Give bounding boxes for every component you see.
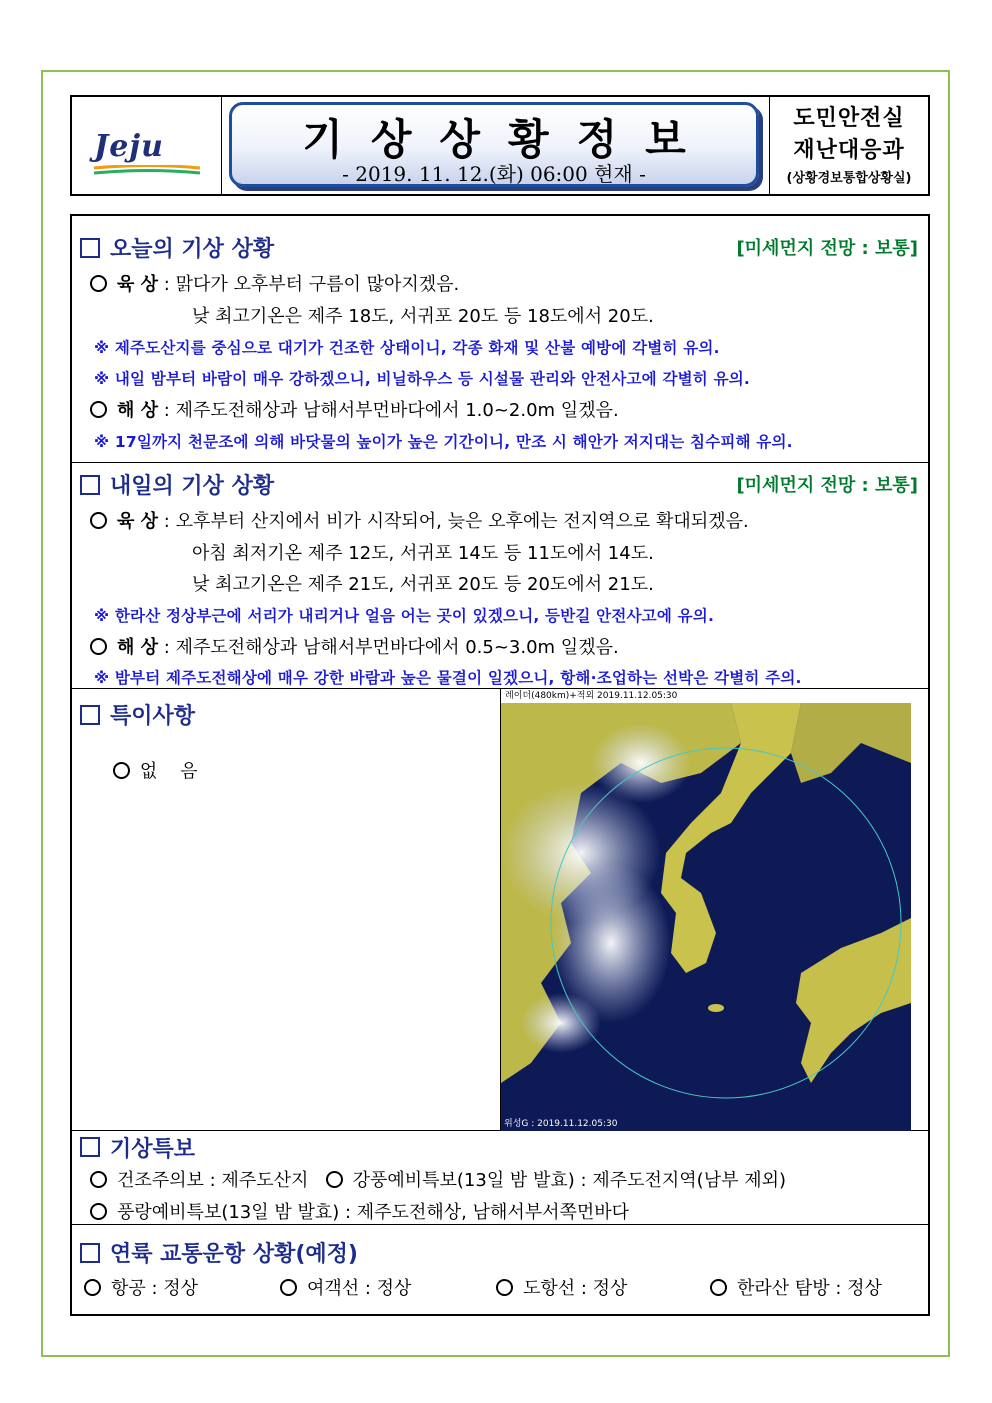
- label-sea: 해 상: [117, 637, 159, 658]
- logo-swoosh-icon: [92, 165, 202, 175]
- today-sea-text: : 제주도전해상과 남해서부먼바다에서 1.0~2.0m 일겠음.: [163, 400, 619, 421]
- special-item-row: [90, 736, 198, 804]
- special-item-text: 없 음: [139, 761, 198, 782]
- checkbox-icon: [80, 705, 100, 725]
- circle-bullet-icon: [90, 275, 107, 292]
- traffic-air-text: 항공 : 정상: [111, 1278, 199, 1299]
- today-sea-row: [90, 396, 619, 422]
- today-note-1: ※ 제주도산지를 중심으로 대기가 건조한 상태이니, 각종 화재 및 산불 예방에 각별히 유의.: [94, 339, 720, 357]
- today-land-text: : 맑다가 오후부터 구름이 많아지겠음.: [163, 274, 460, 295]
- circle-bullet-icon: [84, 1279, 101, 1296]
- checkbox-icon: [80, 238, 100, 258]
- section-title-text: 특이사항: [110, 704, 196, 729]
- section-title-tomorrow: [80, 469, 274, 500]
- circle-bullet-icon: [90, 1203, 107, 1220]
- section-title-text: 내일의 기상 상황: [110, 474, 275, 499]
- circle-bullet-icon: [710, 1279, 727, 1296]
- traffic-island: [496, 1274, 627, 1300]
- tomorrow-land-line-3: 낮 최고기온은 제주 21도, 서귀포 20도 등 20도에서 21도.: [192, 574, 654, 595]
- tomorrow-sea-text: : 제주도전해상과 남해서부먼바다에서 0.5~3.0m 일겠음.: [163, 637, 619, 658]
- checkbox-icon: [80, 1137, 100, 1157]
- content-table: [70, 214, 930, 1316]
- jeju-logo: Jeju: [94, 129, 164, 164]
- checkbox-icon: [80, 1243, 100, 1263]
- tomorrow-land-row: [90, 507, 749, 533]
- circle-bullet-icon: [90, 638, 107, 655]
- department-cell: [769, 97, 928, 194]
- divider: [72, 462, 928, 463]
- warning-row-1: [90, 1166, 786, 1192]
- circle-bullet-icon: [280, 1279, 297, 1296]
- checkbox-icon: [80, 475, 100, 495]
- today-land-row: [90, 270, 459, 296]
- warning-row-2: [90, 1198, 629, 1224]
- satellite-radar-image: [501, 689, 911, 1131]
- dust-forecast-today: [미세먼지 전망 : 보통]: [736, 238, 918, 259]
- label-sea: 해 상: [117, 400, 159, 421]
- tomorrow-note-1: ※ 한라산 정상부근에 서리가 내리거나 얼음 어는 곳이 있겠으니, 등반길 안전사고에 유의.: [94, 607, 715, 625]
- section-title-warnings: [80, 1130, 195, 1164]
- dept-line-2: 재난대응과: [793, 138, 905, 163]
- label-land: 육 상: [117, 274, 159, 295]
- traffic-air: [84, 1274, 198, 1300]
- traffic-hallasan-text: 한라산 탐방 : 정상: [737, 1278, 882, 1299]
- dept-line-1: 도민안전실: [793, 106, 905, 131]
- warning-item-3: 풍랑예비특보(13일 밤 발효) : 제주도전해상, 남해서부서쪽먼바다: [117, 1202, 630, 1223]
- section-title-text: 기상특보: [110, 1136, 196, 1162]
- dust-forecast-tomorrow: [미세먼지 전망 : 보통]: [736, 475, 918, 496]
- tomorrow-sea-row: [90, 633, 619, 659]
- traffic-ferry-text: 여객선 : 정상: [307, 1278, 412, 1299]
- logo-cell: [72, 97, 222, 194]
- title-box: [229, 102, 759, 187]
- header: [70, 95, 930, 196]
- circle-bullet-icon: [90, 401, 107, 418]
- section-title-text: 오늘의 기상 상황: [110, 237, 275, 262]
- satellite-map-graphic: [501, 703, 911, 1131]
- warning-item-2: 강풍예비특보(13일 밤 발효) : 제주도전지역(남부 제외): [352, 1170, 786, 1191]
- section-title-text: 연륙 교통운항 상황(예정): [110, 1242, 358, 1267]
- tomorrow-land-line-2: 아침 최저기온 제주 12도, 서귀포 14도 등 11도에서 14도.: [192, 543, 654, 564]
- traffic-ferry: [280, 1274, 411, 1300]
- traffic-hallasan: [710, 1274, 882, 1300]
- satellite-caption: 레이더(480km)+적외 2019.11.12.05:30: [501, 689, 911, 703]
- page-title: 기상상황정보: [302, 115, 714, 164]
- satellite-footer: 위성G : 2019.11.12.05:30: [504, 1119, 618, 1129]
- traffic-island-text: 도항선 : 정상: [523, 1278, 628, 1299]
- dept-line-3: (상황경보통합상황실): [786, 171, 912, 186]
- today-land-line-2: 낮 최고기온은 제주 18도, 서귀포 20도 등 18도에서 20도.: [192, 306, 654, 327]
- section-title-traffic: [80, 1237, 358, 1268]
- circle-bullet-icon: [90, 1171, 107, 1188]
- circle-bullet-icon: [90, 512, 107, 529]
- section-title-special: [80, 699, 195, 730]
- today-note-3: ※ 17일까지 천문조에 의해 바닷물의 높이가 높은 기간이니, 만조 시 해안가 저지대는 침수피해 유의.: [94, 433, 793, 451]
- today-note-2: ※ 내일 밤부터 바람이 매우 강하겠으니, 비닐하우스 등 시설물 관리와 안전사고에 각별히 유의.: [94, 370, 751, 388]
- report-date: - 2019. 11. 12.(화) 06:00 현재 -: [342, 162, 646, 186]
- section-title-today: [80, 232, 274, 263]
- tomorrow-land-text: : 오후부터 산지에서 비가 시작되어, 늦은 오후에는 전지역으로 확대되겠음.: [163, 511, 749, 532]
- circle-bullet-icon: [496, 1279, 513, 1296]
- circle-bullet-icon: [326, 1171, 343, 1188]
- warning-item-1: 건조주의보 : 제주도산지: [117, 1170, 309, 1191]
- tomorrow-note-2: ※ 밤부터 제주도전해상에 매우 강한 바람과 높은 물결이 일겠으니, 항해·조업하는 선박은 각별히 주의.: [94, 669, 802, 687]
- circle-bullet-icon: [113, 762, 130, 779]
- divider: [72, 1224, 928, 1225]
- label-land: 육 상: [117, 511, 159, 532]
